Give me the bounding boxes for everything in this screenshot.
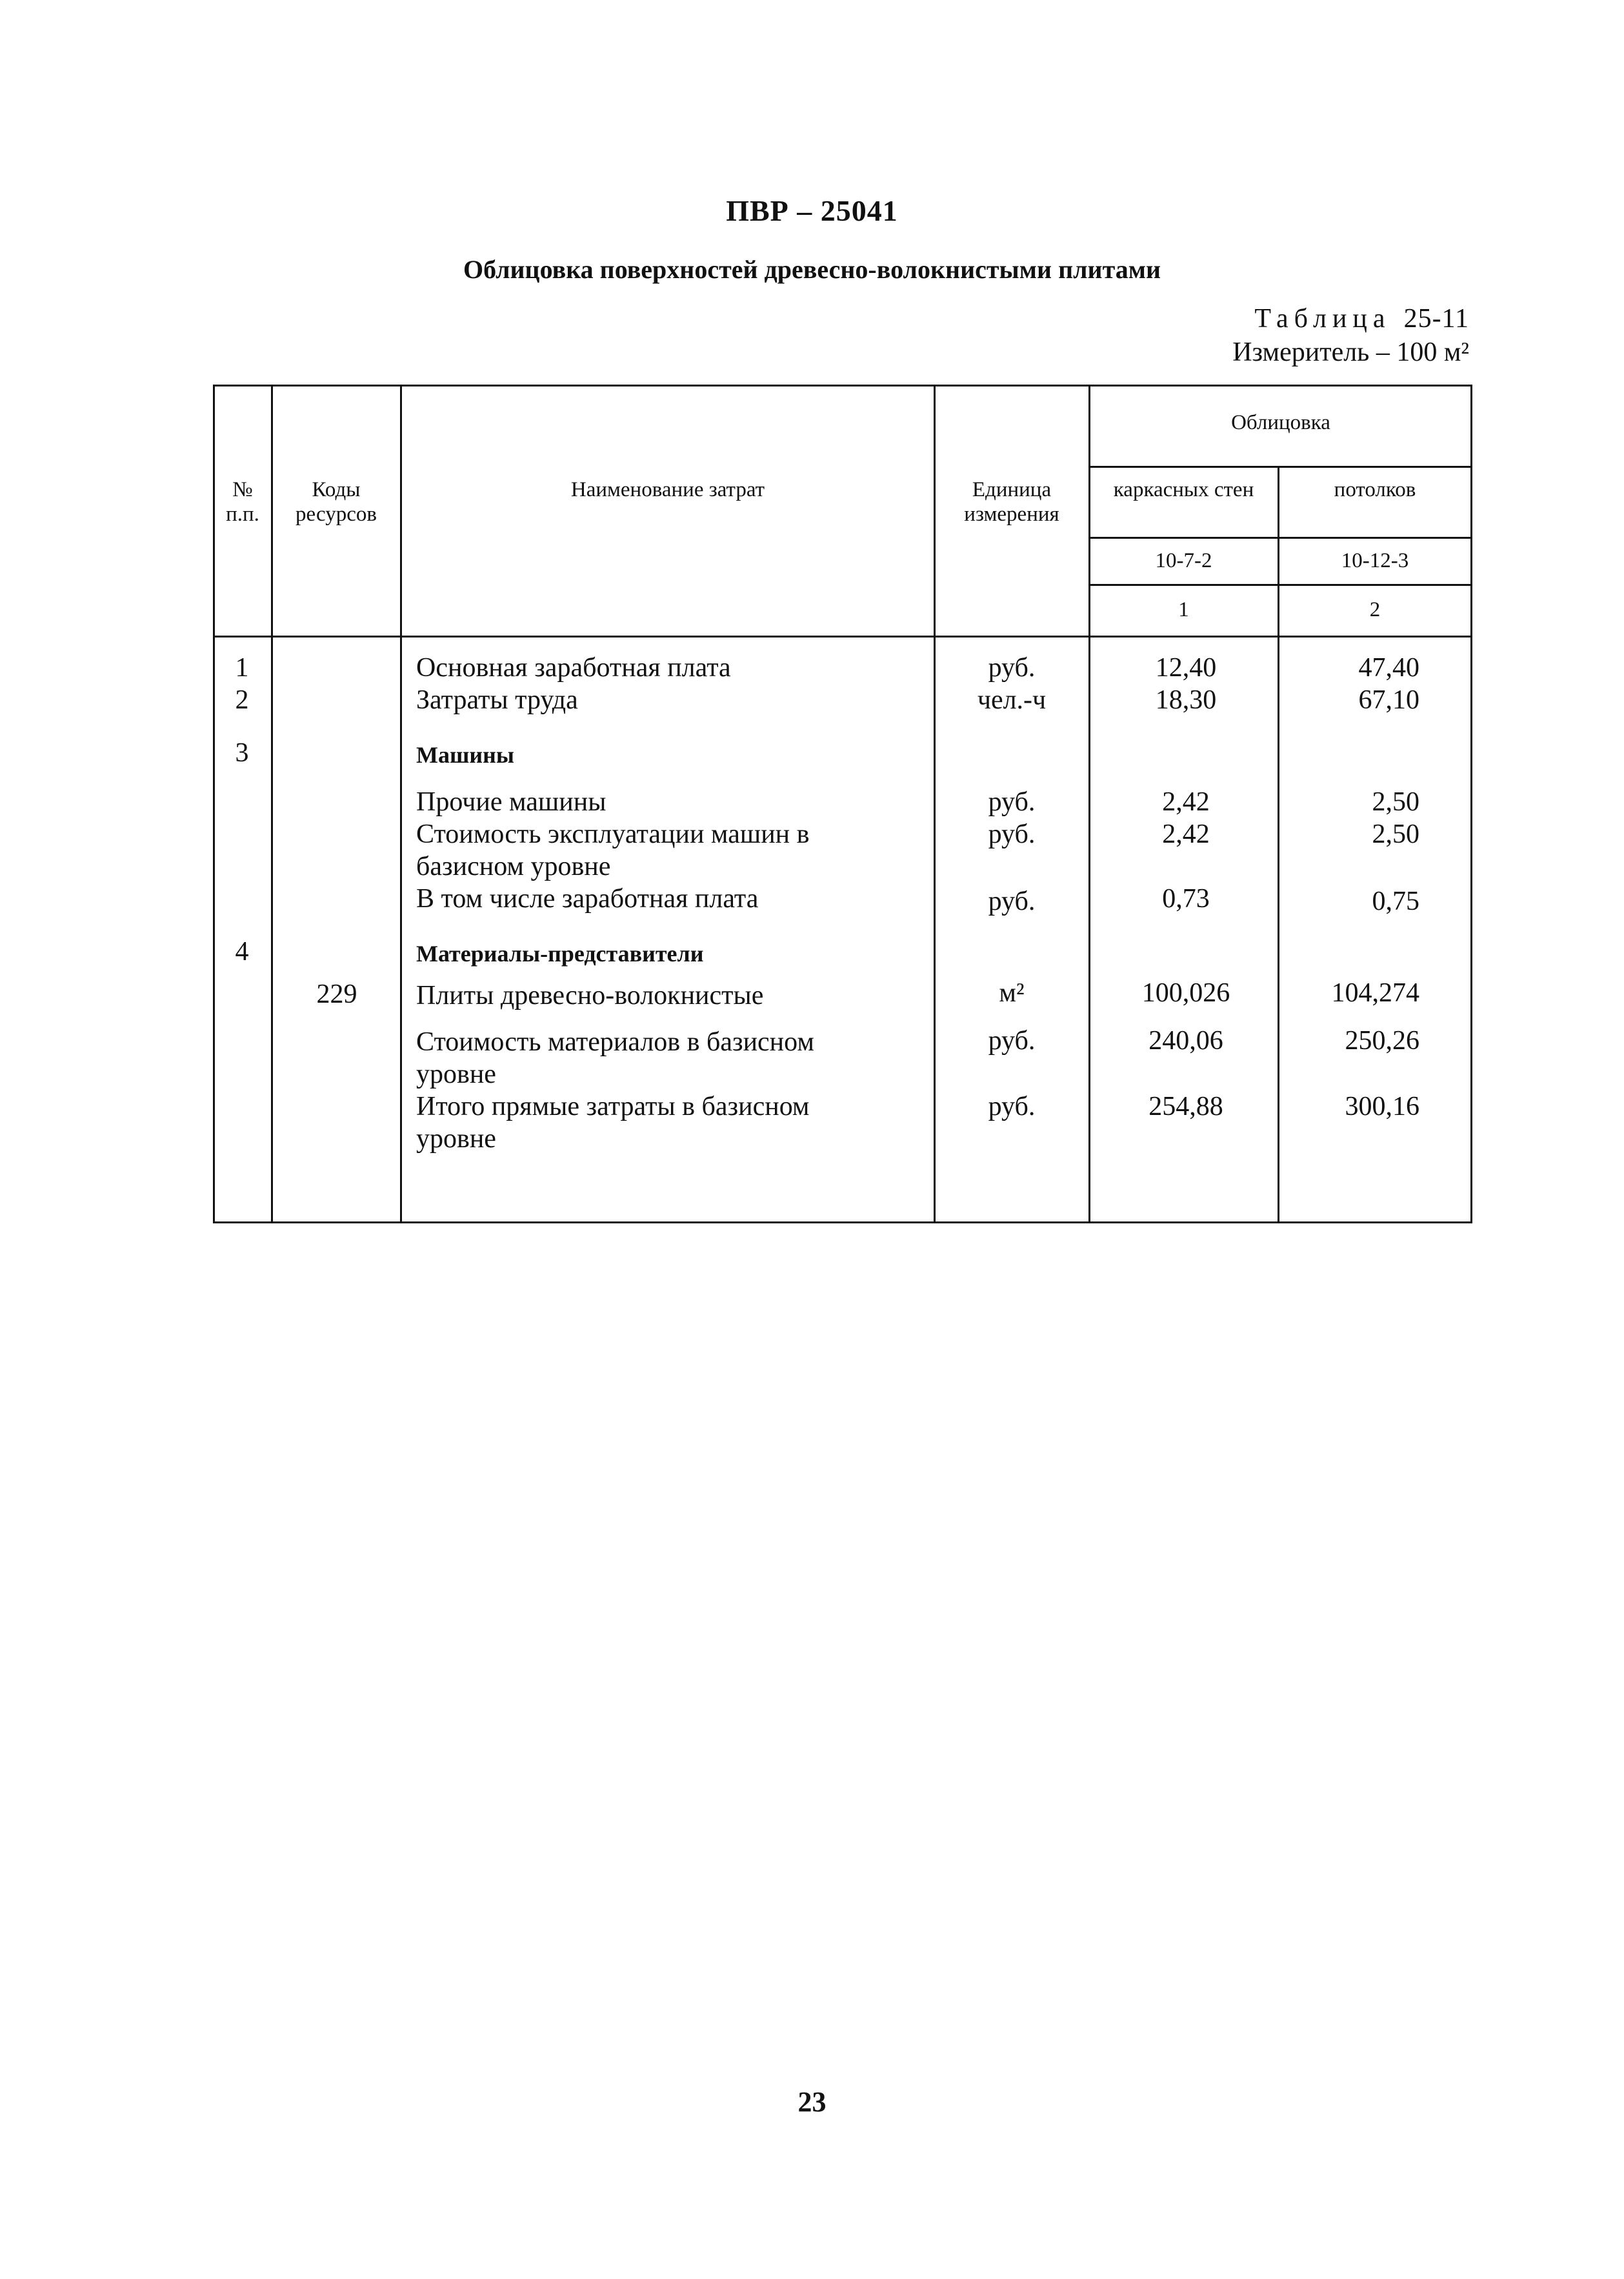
section-heading-machines: Машины [416, 742, 514, 768]
row-unit: руб. [988, 1026, 1036, 1056]
table-label [1254, 303, 1469, 334]
header-code1: 10-7-2 [1155, 549, 1212, 572]
table-number: 25-11 [1403, 304, 1469, 334]
row-num: 4 [235, 937, 249, 967]
table-label-text: Таблица [1254, 304, 1391, 334]
header-name: Наименование затрат [570, 478, 765, 501]
header-col1: каркасных стен [1113, 478, 1254, 501]
row-value-1: 100,026 [1141, 978, 1230, 1008]
row-unit: руб. [988, 819, 1036, 849]
row-unit: руб. [988, 1092, 1036, 1121]
header-divider [213, 636, 1472, 638]
row-value-2: 2,50 [1372, 787, 1419, 817]
header-num: № п.п. [226, 478, 259, 526]
header-idx1: 1 [1178, 598, 1189, 621]
row-value-2: 250,26 [1345, 1026, 1419, 1056]
row-unit: чел.-ч [977, 685, 1047, 715]
row-name: Стоимость материалов в базисном уровне [416, 1027, 814, 1089]
row-value-1: 18,30 [1155, 685, 1217, 715]
header-code2: 10-12-3 [1341, 549, 1409, 572]
row-name: Затраты труда [416, 685, 578, 715]
row-num: 1 [235, 653, 249, 683]
row-value-1: 0,73 [1162, 884, 1210, 914]
row-value-1: 240,06 [1148, 1026, 1223, 1056]
row-value-1: 2,42 [1162, 819, 1210, 849]
header-group: Облицовка [1231, 411, 1330, 434]
table-border-top [213, 385, 1472, 387]
row-unit: руб. [988, 653, 1036, 683]
document-title: Облицовка поверхностей древесно-волокнистыми плитами [463, 255, 1161, 284]
table-border-bottom [213, 1221, 1472, 1223]
unit-label: Измеритель – 100 м² [1232, 337, 1469, 367]
document-code: ПВР – 25041 [726, 194, 898, 227]
row-value-2: 300,16 [1345, 1092, 1419, 1121]
row-value-2: 67,10 [1358, 685, 1419, 715]
row-value-2: 2,50 [1372, 819, 1419, 849]
row-value-1: 254,88 [1148, 1092, 1223, 1121]
row-value-2: 104,274 [1331, 978, 1419, 1008]
subheader-divider-1 [1088, 537, 1472, 539]
col-divider-2 [400, 385, 402, 1223]
group-divider [1088, 466, 1472, 468]
row-name: Итого прямые затраты в базисном уровне [416, 1092, 810, 1154]
header-unit: Единица измерения [964, 478, 1059, 526]
row-unit: руб. [988, 887, 1036, 916]
table-border-right [1470, 385, 1472, 1223]
section-heading-materials: Материалы-представители [416, 941, 704, 967]
row-name: Основная заработная плата [416, 653, 731, 683]
row-name: Стоимость эксплуатации машин в базисном уровне [416, 819, 810, 881]
row-value-1: 2,42 [1162, 787, 1210, 817]
row-num: 3 [235, 738, 249, 768]
row-value-1: 12,40 [1155, 653, 1217, 683]
row-value-2: 0,75 [1372, 887, 1419, 916]
table-border-left [213, 385, 215, 1223]
row-num: 2 [235, 685, 249, 715]
row-name: В том числе заработная плата [416, 884, 759, 914]
header-idx2: 2 [1369, 598, 1381, 621]
row-code: 229 [316, 979, 357, 1009]
row-value-2: 47,40 [1358, 653, 1419, 683]
page-number: 23 [797, 2086, 827, 2118]
header-codes: Коды ресурсов [296, 478, 377, 526]
row-unit: м² [999, 978, 1025, 1008]
row-unit: руб. [988, 787, 1036, 817]
header-col2: потолков [1334, 478, 1416, 501]
row-name: Прочие машины [416, 787, 606, 817]
subheader-divider-2 [1088, 584, 1472, 586]
col-divider-1 [271, 385, 273, 1223]
row-name: Плиты древесно-волокнистые [416, 981, 764, 1010]
